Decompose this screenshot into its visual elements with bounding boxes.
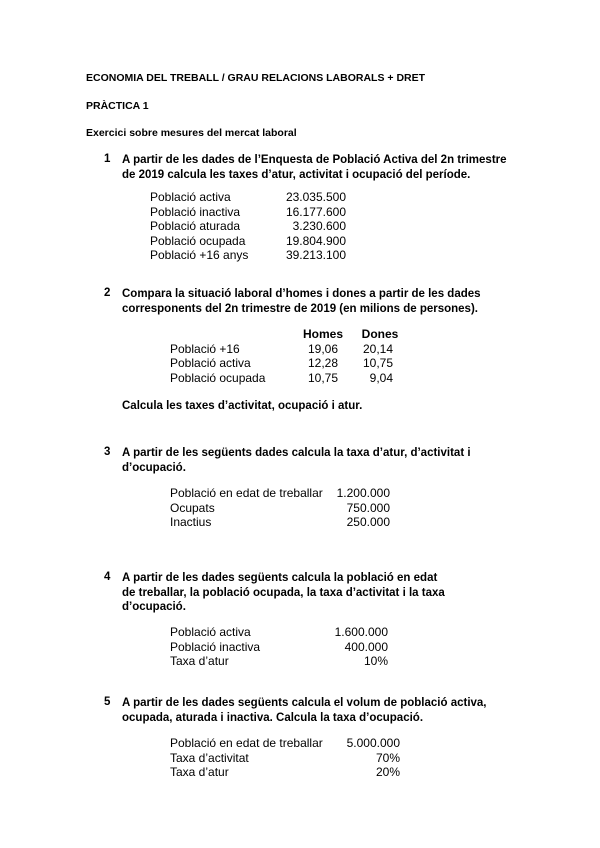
row-value: 39.213.100 — [285, 248, 346, 262]
table-row — [170, 640, 388, 655]
question-3-number: 3 — [104, 446, 111, 458]
table-row — [170, 371, 406, 386]
table-row — [170, 625, 388, 640]
question-5-text: A partir de les dades següents calcula el volum de població activa, ocupada, aturada i inactiva. Calcula la taxa d’ocupació. — [122, 697, 487, 724]
question-4-text: A partir de les dades següents calcula la població en edat de treballar, la població ocupada, la taxa d’activitat i la taxa d’ocupació. — [122, 572, 445, 613]
question-2-followup: Calcula les taxes d’activitat, ocupació i atur. — [122, 400, 363, 412]
row-label: Taxa d’activitat — [170, 750, 249, 765]
table-row — [150, 219, 346, 234]
question-1-table — [150, 190, 346, 263]
row-label: Població ocupada — [170, 370, 266, 385]
question-4-number: 4 — [104, 571, 111, 583]
table-row — [170, 751, 400, 766]
table-row — [150, 248, 346, 263]
row-label: Població +16 — [170, 341, 240, 356]
table-row — [170, 342, 406, 357]
table-row — [170, 515, 390, 530]
question-5-number: 5 — [104, 696, 111, 708]
question-3-text: A partir de les següents dades calcula la taxa d’atur, d’activitat i d’ocupació. — [122, 447, 471, 474]
row-label: Població aturada — [150, 219, 241, 233]
row-value: 1.600.000 — [334, 625, 388, 639]
column-header-homes: Homes — [302, 327, 343, 341]
row-value: 23.035.500 — [285, 190, 346, 204]
table-row — [170, 736, 400, 751]
row-value: 3.230.600 — [292, 219, 346, 233]
table-row — [150, 205, 346, 220]
row-label: Població en edat de treballar — [170, 736, 323, 750]
dones-value: 9,04 — [369, 370, 393, 385]
homes-value: 19,06 — [307, 341, 338, 356]
row-value: 1.200.000 — [336, 486, 390, 500]
exercise-subtitle: Exercici sobre mesures del mercat laboral — [86, 127, 297, 139]
homes-value: 12,28 — [307, 356, 338, 370]
row-value: 10% — [363, 654, 388, 668]
row-value: 70% — [375, 750, 400, 765]
table-row — [170, 486, 390, 501]
row-value: 16.177.600 — [285, 204, 346, 219]
row-label: Població inactiva — [170, 639, 261, 654]
row-label: Població inactiva — [150, 204, 241, 219]
dones-value: 20,14 — [362, 341, 393, 356]
row-label: Ocupats — [170, 500, 215, 515]
row-value: 400.000 — [344, 639, 388, 654]
table-header-row — [170, 327, 406, 342]
dones-value: 10,75 — [362, 356, 393, 370]
row-value: 5.000.000 — [346, 736, 400, 750]
column-header-dones: Dones — [361, 327, 399, 341]
row-label: Població activa — [170, 356, 251, 370]
practice-title: PRÀCTICA 1 — [86, 100, 149, 112]
question-1-number: 1 — [104, 153, 111, 165]
row-label: Taxa d’atur — [170, 765, 229, 779]
question-1-text: A partir de les dades de l’Enquesta de Població Activa del 2n trimestre de 2019 calcula les taxes d’atur, activitat i ocupació del període. — [122, 154, 507, 181]
row-label: Població ocupada — [150, 233, 246, 248]
row-label: Població activa — [170, 625, 251, 639]
question-3-table — [170, 486, 390, 530]
table-row — [150, 190, 346, 205]
row-label: Població +16 anys — [150, 248, 249, 262]
table-row — [170, 356, 406, 371]
row-value: 250.000 — [346, 515, 390, 529]
row-label: Inactius — [170, 515, 212, 529]
row-label: Taxa d’atur — [170, 654, 229, 668]
question-2-text: Compara la situació laboral d’homes i dones a partir de les dades corresponents del 2n trimestre de 2019 (en milions de persones). — [122, 288, 481, 315]
homes-value: 10,75 — [307, 370, 338, 385]
question-5-table — [170, 736, 400, 780]
row-value: 20% — [375, 765, 400, 779]
question-4-table — [170, 625, 388, 669]
question-2-number: 2 — [104, 287, 111, 299]
table-row — [170, 501, 390, 516]
course-title: ECONOMIA DEL TREBALL / GRAU RELACIONS LABORALS + DRET — [86, 72, 426, 84]
row-value: 19.804.900 — [285, 233, 346, 248]
row-value: 750.000 — [346, 500, 390, 515]
row-label: Població activa — [150, 190, 231, 204]
table-row — [170, 765, 400, 780]
table-row — [170, 654, 388, 669]
question-2-table — [170, 327, 406, 385]
table-row — [150, 234, 346, 249]
row-label: Població en edat de treballar — [170, 486, 323, 500]
